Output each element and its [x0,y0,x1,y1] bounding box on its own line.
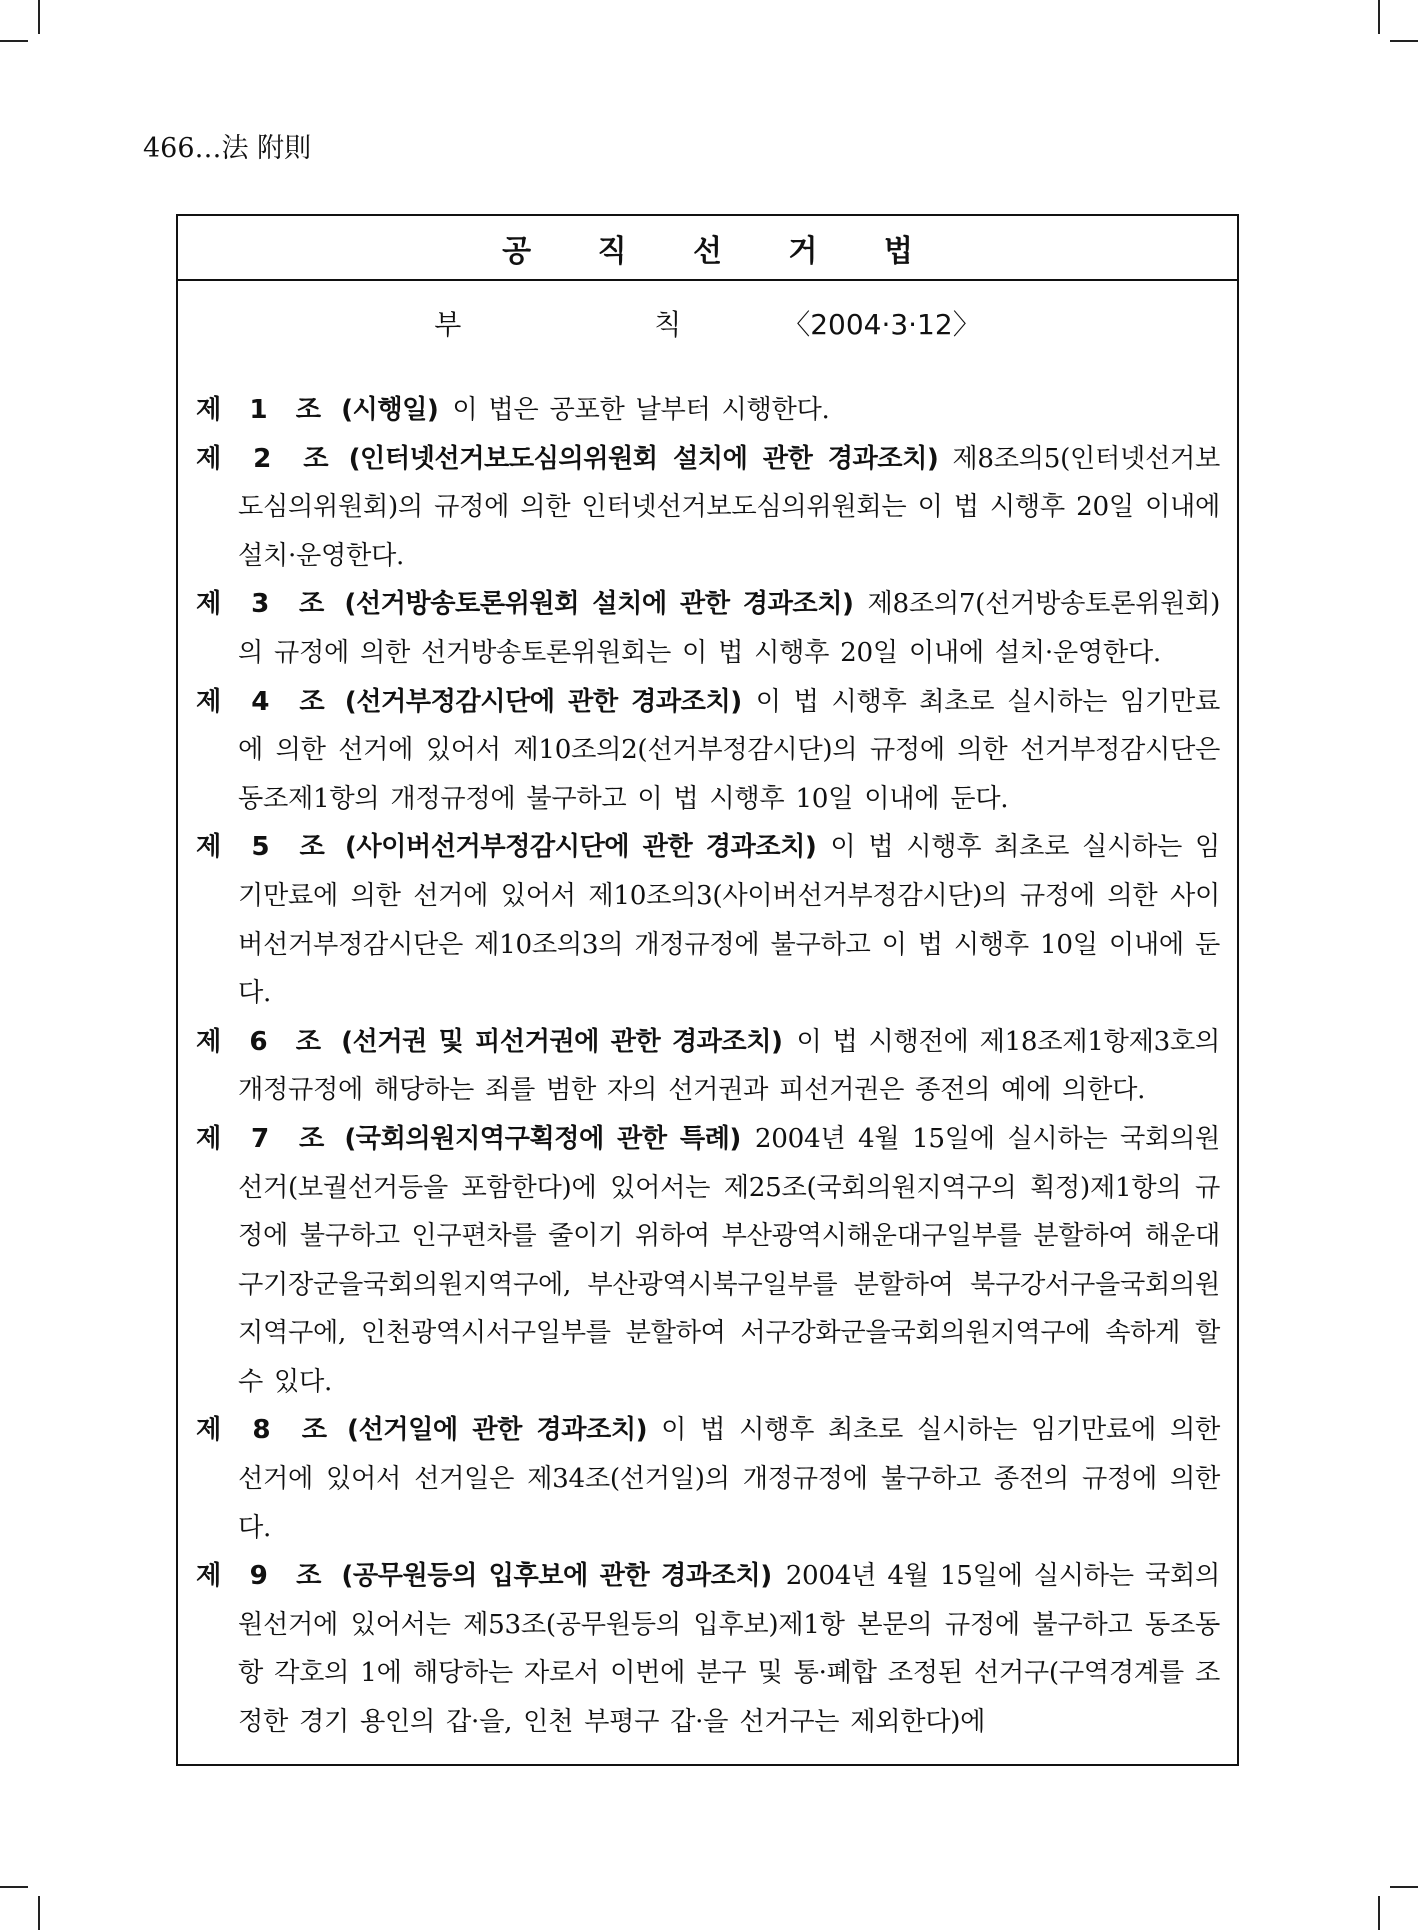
article-number: 제 9 조 [196,1561,330,1592]
article-text: 제8조의5(인터넷선거보도심의위원회)의 규정에 의한 인터넷선거보도심의위원회는 이 법 시행후 20일 이내에 설치·운영한다. [238,443,1220,571]
article-number: 제 5 조 [196,832,333,863]
law-title: 공 직 선 거 법 [502,233,941,269]
article-text: 이 법 시행전에 제18조제1항제3호의 개정규정에 해당하는 죄를 범한 자의 선거권과 피선거권은 종전의 예에 의한다. [238,1026,1220,1106]
article-list [196,386,1220,1747]
article-text: 이 법 시행후 최초로 실시하는 임기만료에 의한 선거에 있어서 제10조의2(선거부정감시단)의 규정에 의한 선거부정감시단은 동조제1항의 개정규정에 불구하고 이 법 시행후 10일 이내에 둔다. [238,686,1220,814]
addenda-subtitle [178,281,1237,343]
crop-mark-top-right [1378,0,1380,34]
article-heading: (국회의원지역구획정에 관한 특례) [344,1123,741,1154]
article-text: 이 법은 공포한 날부터 시행한다. [452,395,830,425]
article [196,823,1220,1017]
page-header: 466…法 附則 [143,133,312,164]
crop-mark-top-left [38,0,40,34]
article-heading: (선거방송토론위원회 설치에 관한 경과조치) [344,589,854,620]
article-heading: (인터넷선거보도심의위원회 설치에 관한 경과조치) [348,443,939,474]
article-heading: (선거권 및 피선거권에 관한 경과조치) [341,1026,783,1057]
article-number: 제 4 조 [196,686,333,717]
article-text: 2004년 4월 15일에 실시하는 국회의원선거에 있어서는 제53조(공무원등의 입후보)제1항 본문의 규정에 불구하고 동조동항 각호의 1에 해당하는 자로서 이번에 분구 및 통·폐합 조정된 선거구(구역경계를 조정한 경기 용인의 갑·을, 인천 부평구 갑·을 선거구는 제외한다)에 [238,1561,1220,1738]
crop-mark-bottom-right-h [1390,1886,1418,1888]
addenda-label: 부 칙 [434,308,774,341]
article-heading: (공무원등의 입후보에 관한 경과조치) [341,1561,772,1592]
crop-mark-bottom-left [38,1896,40,1930]
article-number: 제 7 조 [196,1123,333,1154]
crop-mark-bottom-left-h [0,1886,28,1888]
article-number: 제 2 조 [196,443,337,474]
law-box [176,214,1239,1766]
article [196,678,1220,824]
article-heading: (사이버선거부정감시단에 관한 경과조치) [344,832,817,863]
article-text: 제8조의7(선거방송토론위원회)의 규정에 의한 선거방송토론위원회는 이 법 시행후 20일 이내에 설치·운영한다. [238,589,1220,668]
article-text: 이 법 시행후 최초로 실시하는 임기만료에 의한 선거에 있어서 제10조의3(사이버선거부정감시단)의 규정에 의한 사이버선거부정감시단은 제10조의3의 개정규정에 불구하고 이 법 시행후 10일 이내에 둔다. [238,832,1220,1009]
article-number: 제 8 조 [196,1415,335,1446]
article-number: 제 1 조 [196,395,330,425]
addenda-date: 〈2004·3·12〉 [782,308,981,341]
law-title-row [178,216,1237,281]
article [196,1406,1220,1552]
article-text: 이 법 시행후 최초로 실시하는 임기만료에 의한 선거에 있어서 선거일은 제34조(선거일)의 개정규정에 불구하고 종전의 규정에 의한다. [238,1415,1220,1543]
article-number: 제 3 조 [196,589,333,620]
crop-mark-top-right-h [1390,40,1418,42]
article-heading: (선거부정감시단에 관한 경과조치) [344,686,742,717]
article-text: 2004년 4월 15일에 실시하는 국회의원선거(보궐선거등을 포함한다)에 있어서는 제25조(국회의원지역구의 획정)제1항의 규정에 불구하고 인구편차를 줄이기 위하여 부산광역시해운대구일부를 분할하여 해운대구기장군을국회의원지역구에, 부산광역시북구일부를 분할하여 북구강서구을국회의원지역구에, 인천광역시서구일부를 분할하여 서구강화군을국회의원지역구에 속하게 할 수 있다. [238,1123,1220,1397]
article-heading: (시행일) [341,395,439,425]
article [196,386,1220,435]
crop-mark-bottom-right [1378,1896,1380,1930]
article [196,1018,1220,1115]
article-number: 제 6 조 [196,1026,330,1057]
article [196,580,1220,677]
article [196,1552,1220,1746]
article-heading: (선거일에 관한 경과조치) [347,1415,648,1446]
article [196,435,1220,581]
article [196,1115,1220,1407]
crop-mark-top-left-h [0,40,28,42]
